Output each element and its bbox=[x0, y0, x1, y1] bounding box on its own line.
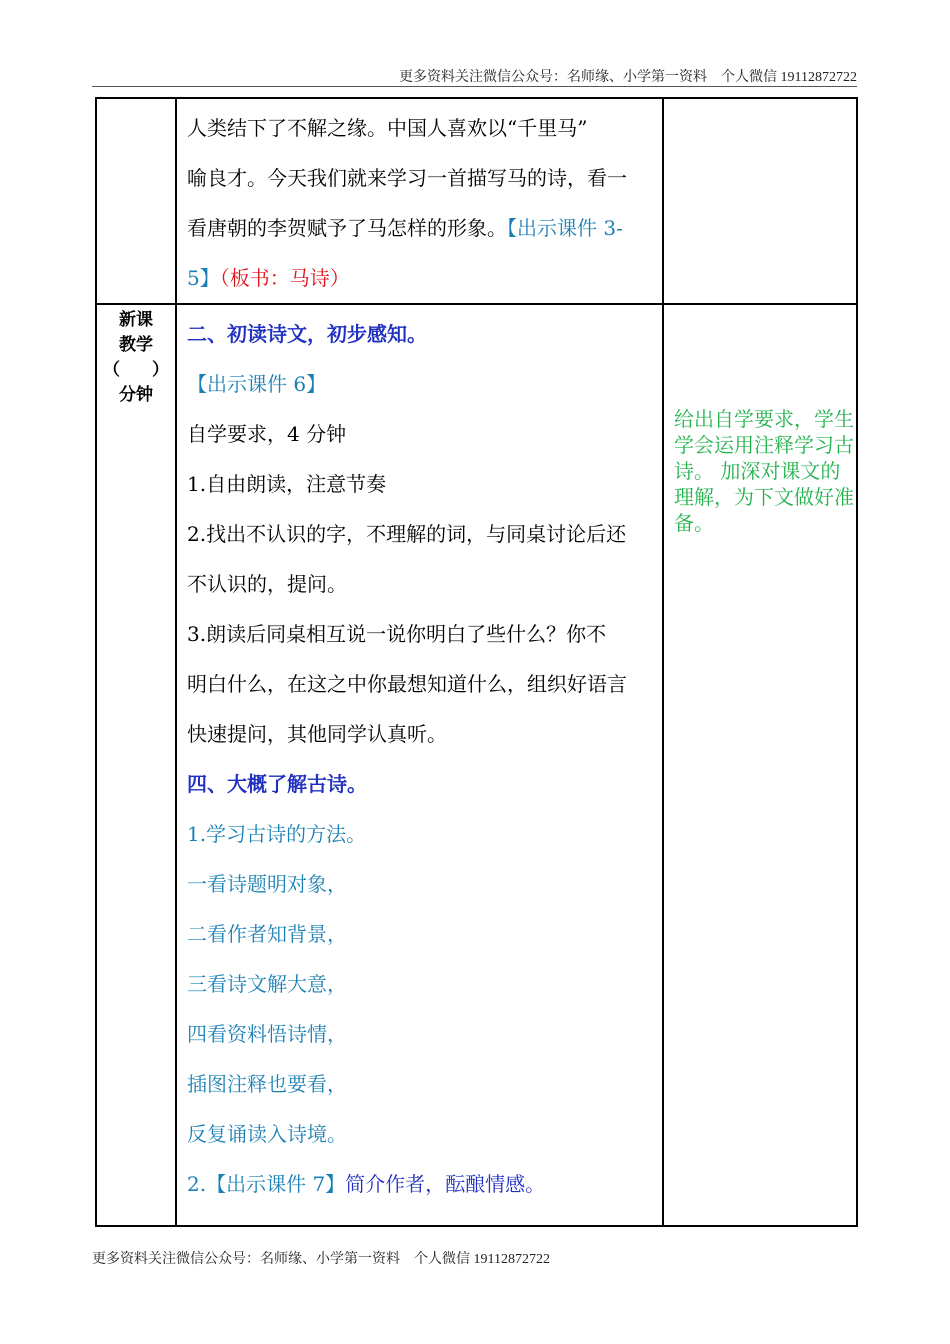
courseware-3-5-end: 5】 bbox=[187, 266, 220, 290]
board-note: （板书：马诗） bbox=[219, 266, 350, 290]
table-row bbox=[96, 304, 857, 1226]
intro-line-3: 看唐朝的李贺赋予了马怎样的形象。【出示课件 3- bbox=[187, 216, 623, 240]
intro-line-2: 喻良才。今天我们就来学习一首描写马的诗，看一 bbox=[187, 166, 627, 190]
study-item-2b: 不认识的，提问。 bbox=[187, 572, 347, 596]
self-study-requirement: 自学要求，4 分钟 bbox=[187, 422, 347, 446]
lesson-table bbox=[95, 97, 858, 1227]
study-item-3b: 明白什么，在这之中你最想知道什么，组织好语言 bbox=[187, 672, 627, 696]
courseware-6: 【出示课件 6】 bbox=[187, 372, 327, 396]
row1-note-cell bbox=[663, 98, 857, 304]
row2-note-cell bbox=[663, 304, 857, 1226]
table-row bbox=[96, 98, 857, 304]
method-line: 插图注释也要看， bbox=[187, 1072, 347, 1096]
study-item-3a: 3.朗读后同桌相互说一说你明白了些什么？你不 bbox=[187, 622, 607, 646]
method-line: 四看资料悟诗情， bbox=[187, 1022, 347, 1046]
row1-content-cell bbox=[176, 98, 663, 304]
intro-line-4 bbox=[177, 253, 662, 303]
row2-content-cell bbox=[176, 304, 663, 1226]
design-note: 给出自学要求，学生学会运用注释学习古诗。 加深对课文的理解，为下文做好准备。 bbox=[674, 407, 854, 535]
method-line: 三看诗文解大意， bbox=[187, 972, 347, 996]
courseware-7: 【出示课件 7】 bbox=[206, 1172, 346, 1196]
label-teaching: 教学 bbox=[119, 335, 153, 355]
method-line: 二看作者知背景， bbox=[187, 922, 347, 946]
study-item-3c: 快速提问，其他同学认真听。 bbox=[187, 722, 447, 746]
row1-label-cell bbox=[96, 98, 176, 304]
page-footer: 更多资料关注微信公众号：名师缘、小学第一资料 个人微信 19112872722 bbox=[92, 1252, 550, 1267]
section-4-heading: 四、大概了解古诗。 bbox=[187, 772, 367, 796]
method-title: 1.学习古诗的方法。 bbox=[187, 822, 367, 846]
method-line: 一看诗题明对象， bbox=[187, 872, 347, 896]
author-intro-text: 简介作者，酝酿情感。 bbox=[345, 1172, 546, 1196]
label-new-lesson: 新课 bbox=[119, 310, 153, 330]
intro-line-1: 人类结下了不解之缘。中国人喜欢以“千里马” bbox=[187, 116, 588, 140]
header-rule bbox=[92, 86, 857, 87]
courseware-3-5: 【出示课件 3- bbox=[507, 216, 623, 240]
label-minutes: 分钟 bbox=[119, 385, 153, 405]
method-line: 反复诵读入诗境。 bbox=[187, 1122, 347, 1146]
study-item-2a: 2.找出不认识的字，不理解的词，与同桌讨论后还 bbox=[187, 522, 627, 546]
label-minutes-blank: （ ） bbox=[103, 360, 169, 380]
study-item-1: 1.自由朗读，注意节奏 bbox=[187, 472, 387, 496]
row2-label-cell bbox=[96, 304, 176, 1226]
section-2-heading: 二、初读诗文，初步感知。 bbox=[187, 322, 427, 346]
item-2-author-intro: 2.【出示课件 7】简介作者，酝酿情感。 bbox=[187, 1172, 546, 1196]
page-header: 更多资料关注微信公众号：名师缘、小学第一资料 个人微信 19112872722 bbox=[399, 70, 857, 85]
